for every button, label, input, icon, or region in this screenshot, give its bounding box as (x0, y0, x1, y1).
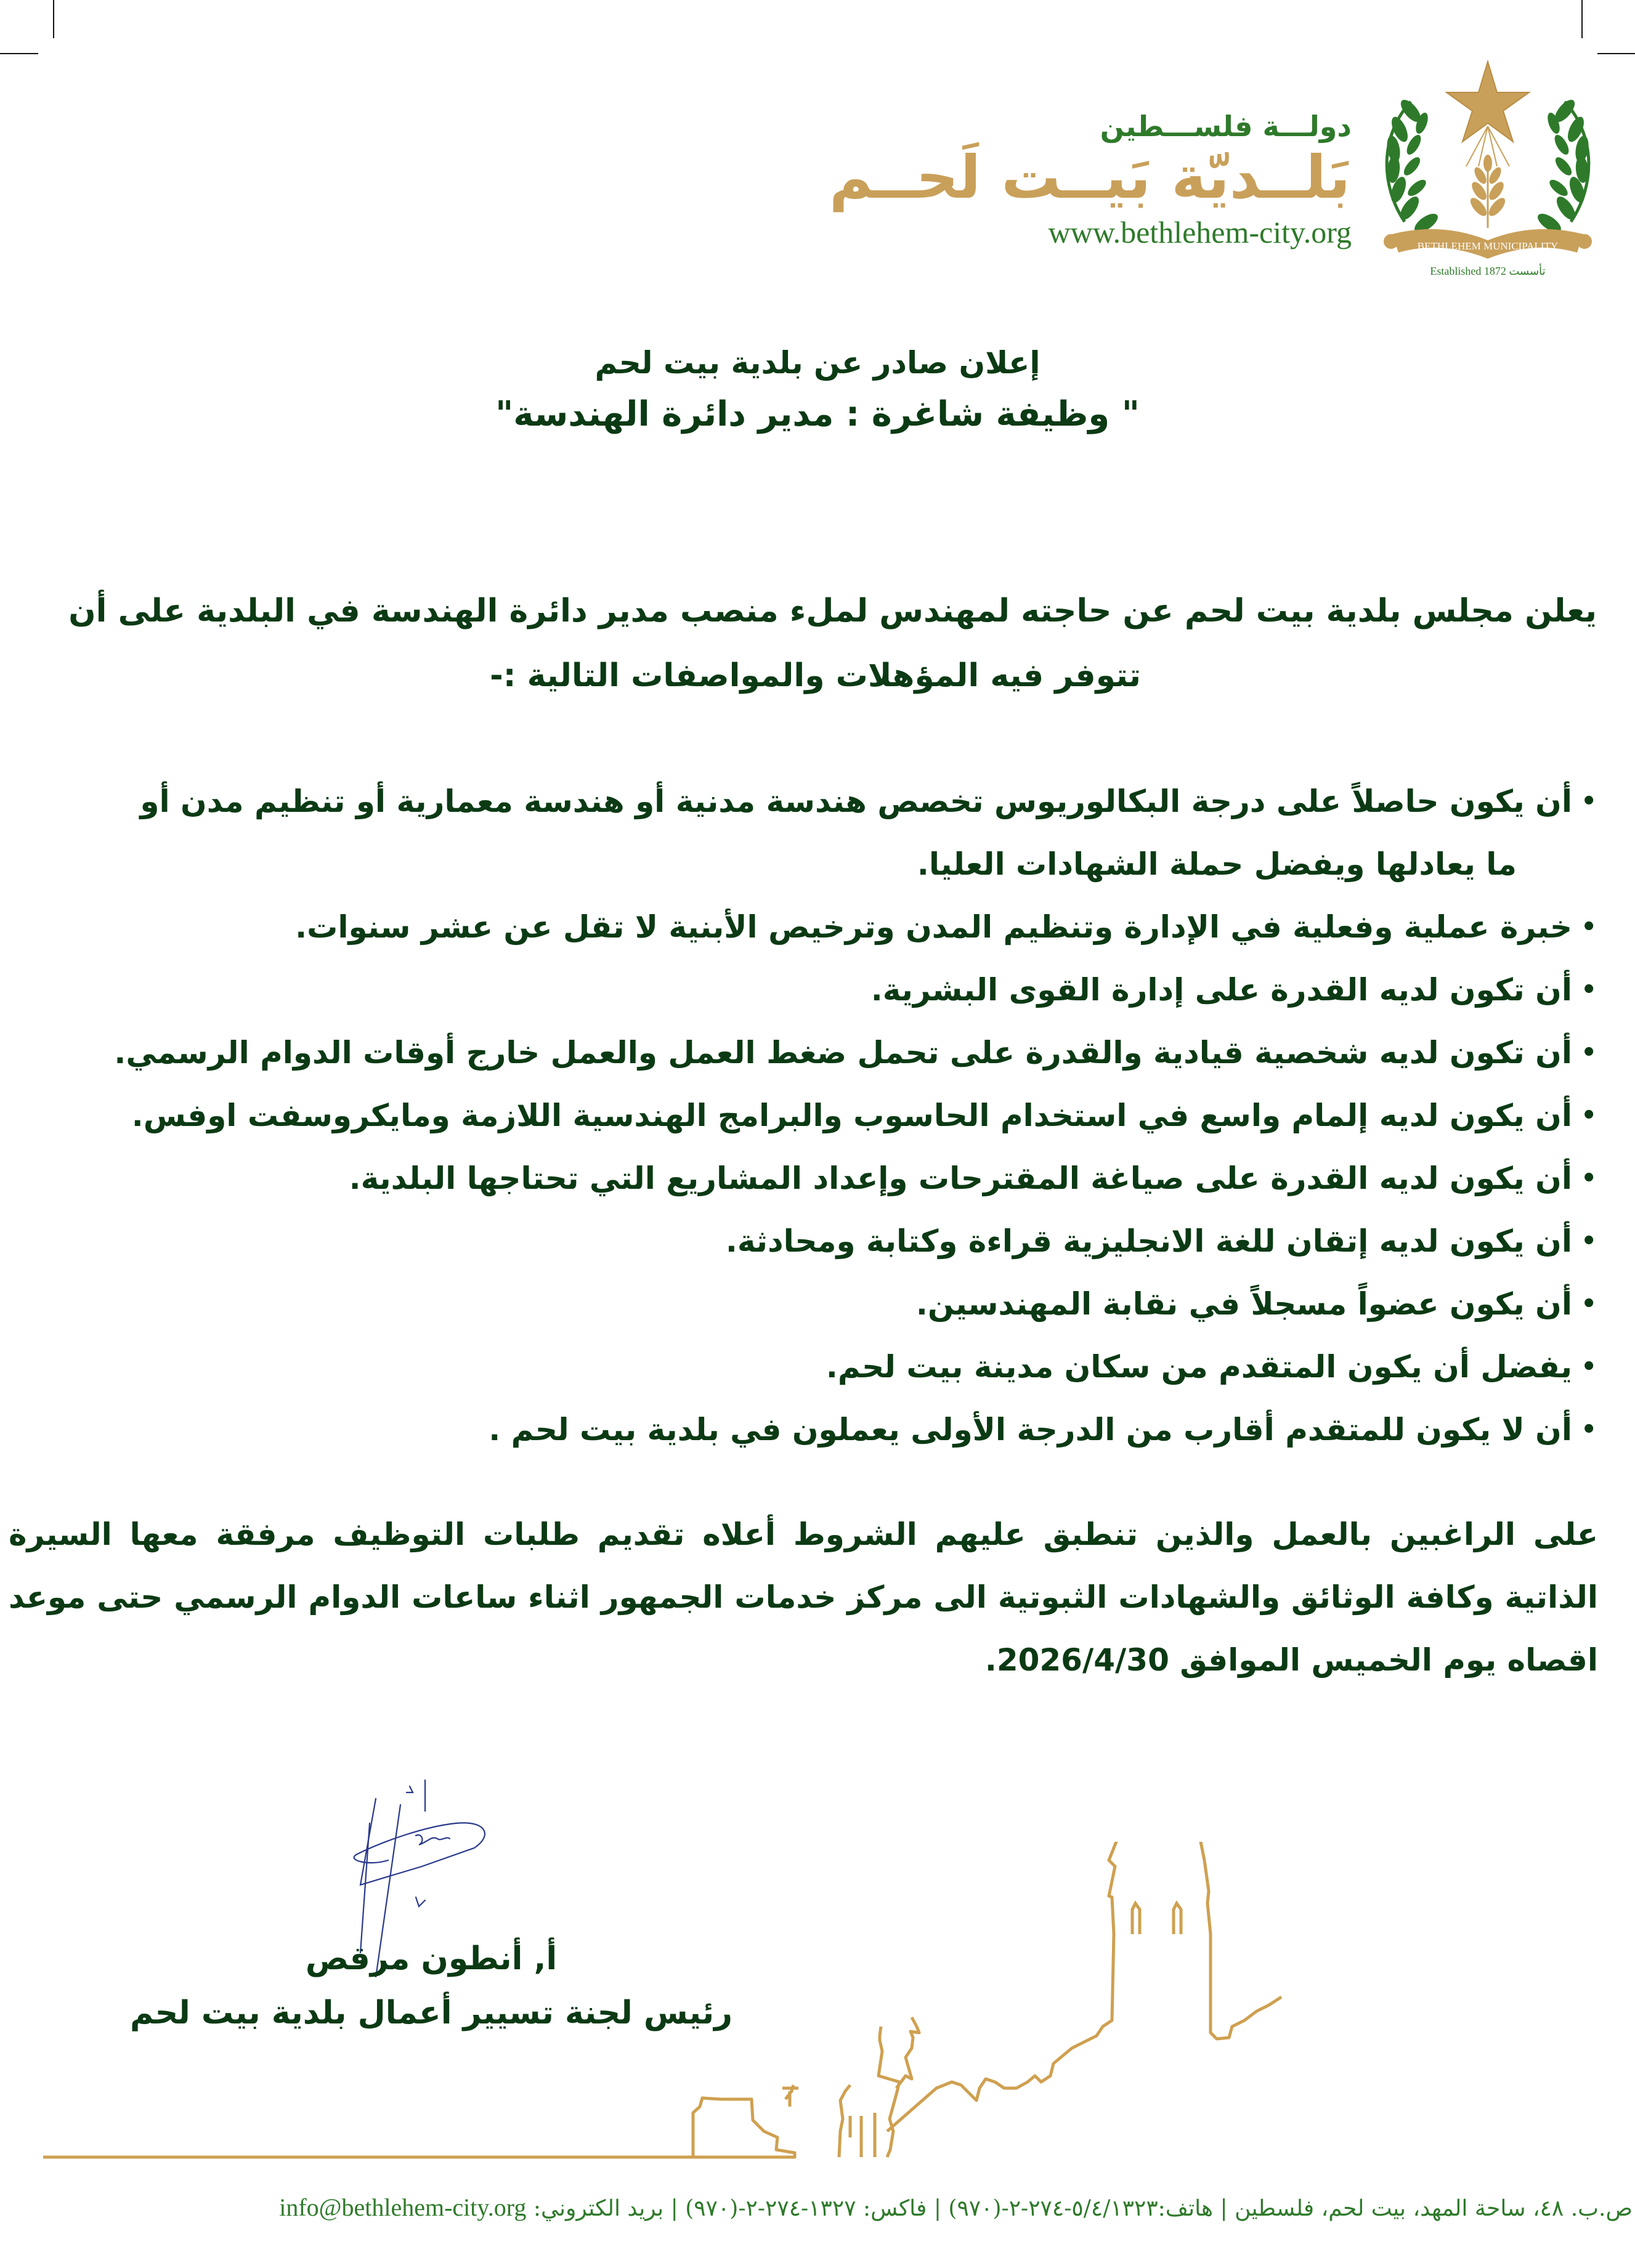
signatory-name: أ, أنطون مرقص (305, 1940, 558, 1977)
emblem-english-text: BETHLEHEM MUNICIPALITY (1417, 240, 1559, 252)
announcement-intro (20, 579, 1597, 708)
state-name: دولـــة فلســـطين (1100, 110, 1352, 143)
bethlehem-skyline-icon (0, 1842, 1635, 2174)
requirement-text: خبرة عملية وفعلية في الإدارة وتنظيم المدن وترخيص الأبنية لا تقل عن عشر سنوات. (295, 909, 1572, 945)
footer-separator: | (933, 2196, 941, 2221)
requirement-text: أن يكون حاصلاً على درجة البكالوريوس تخصص هندسة مدنية أو هندسة معمارية أو تنظيم مدن أو (140, 784, 1572, 819)
requirement-text: أن يكون لديه القدرة على صياغة المقترحات وإعداد المشاريع التي تحتاجها البلدية. (349, 1160, 1572, 1196)
requirement-item (14, 1335, 1597, 1398)
requirement-text: أن تكون لديه القدرة على إدارة القوى البشرية. (870, 972, 1572, 1008)
requirement-text: يفضل أن يكون المتقدم من سكان مدينة بيت لحم. (826, 1349, 1572, 1385)
crop-mark (53, 0, 54, 38)
announcement-subtitle: " وظيفة شاغرة : مدير دائرة الهندسة" (495, 394, 1140, 434)
emblem-established-text: Established 1872 تأسست (1430, 265, 1546, 277)
requirement-item (14, 1398, 1597, 1461)
crop-mark (0, 53, 38, 54)
requirements-list (14, 770, 1597, 1461)
requirement-text: أن يكون لديه إتقان للغة الانجليزية قراءة وكتابة ومحادثة. (725, 1223, 1572, 1259)
municipality-emblem-icon (1368, 43, 1608, 283)
intro-line-2: تتوفر فيه المؤهلات والمواصفات التالية :- (490, 657, 1141, 694)
footer-separator: | (1220, 2196, 1228, 2221)
footer-separator: | (670, 2196, 678, 2221)
requirement-continuation: ما يعادلها ويفضل حملة الشهادات العليا. (917, 846, 1517, 882)
requirement-item (14, 1084, 1597, 1147)
announcement-title: إعلان صادر عن بلدية بيت لحم (594, 345, 1041, 381)
footer-contact (154, 2193, 1633, 2222)
requirement-item (14, 1210, 1597, 1273)
requirement-item (14, 896, 1597, 958)
footer-email-label: بريد الكتروني: (533, 2196, 664, 2221)
star-icon (1446, 62, 1529, 142)
requirement-text: أن تكون لديه شخصية قيادية والقدرة على تحمل ضغط العمل والعمل خارج أوقات الدوام الرسمي. (114, 1035, 1572, 1071)
requirement-item (14, 1021, 1597, 1084)
signatory-title: رئيس لجنة تسيير أعمال بلدية بيت لحم (129, 1995, 733, 2031)
website-link[interactable]: www.bethlehem-city.org (1048, 215, 1352, 249)
wheat-icon (1467, 155, 1507, 228)
municipality-name: بَلــديّة بَيــت لَحــم (829, 143, 1350, 212)
intro-line-1: يعلن مجلس بلدية بيت لحم عن حاجته لمهندس لملء منصب مدير دائرة الهندسة في البلدية على أن (68, 593, 1597, 630)
footer-address: ص.ب. ٤٨، ساحة المهد، بيت لحم، فلسطين (1235, 2196, 1633, 2221)
requirement-text: أن يكون عضواً مسجلاً في نقابة المهندسين. (915, 1286, 1572, 1322)
requirement-item (14, 958, 1597, 1021)
requirement-item (14, 1147, 1597, 1210)
crop-mark (1581, 0, 1583, 38)
requirement-item (14, 1273, 1597, 1335)
requirement-text: أن يكون لديه إلمام واسع في استخدام الحاسوب والبرامج الهندسية اللازمة ومايكروسفت اوفس. (131, 1098, 1572, 1133)
footer-email-link[interactable]: info@bethlehem-city.org (279, 2193, 527, 2221)
requirement-text: أن لا يكون للمتقدم أقارب من الدرجة الأولى يعملون في بلدية بيت لحم . (489, 1412, 1572, 1448)
footer-fax: فاكس: ١٣٢٧-٢٧٤-٢-(٩٧٠) (685, 2196, 927, 2221)
requirement-item (14, 770, 1597, 896)
application-instructions: على الراغبين بالعمل والذين تنطبق عليهم الشروط أعلاه تقديم طلبات التوظيف مرفقة معها السيرة الذاتية وكافة الوثائق والشهادات الثبوتية الى مركز خدمات الجمهور اثناء ساعات الدوام الرسمي حتى موعد اقصاه يوم الخميس الموافق 2026/4/30. (9, 1517, 1598, 1678)
footer-phone: هاتف:٥/٤/١٣٢٣-٢٧٤-٢-(٩٧٠) (948, 2196, 1214, 2221)
